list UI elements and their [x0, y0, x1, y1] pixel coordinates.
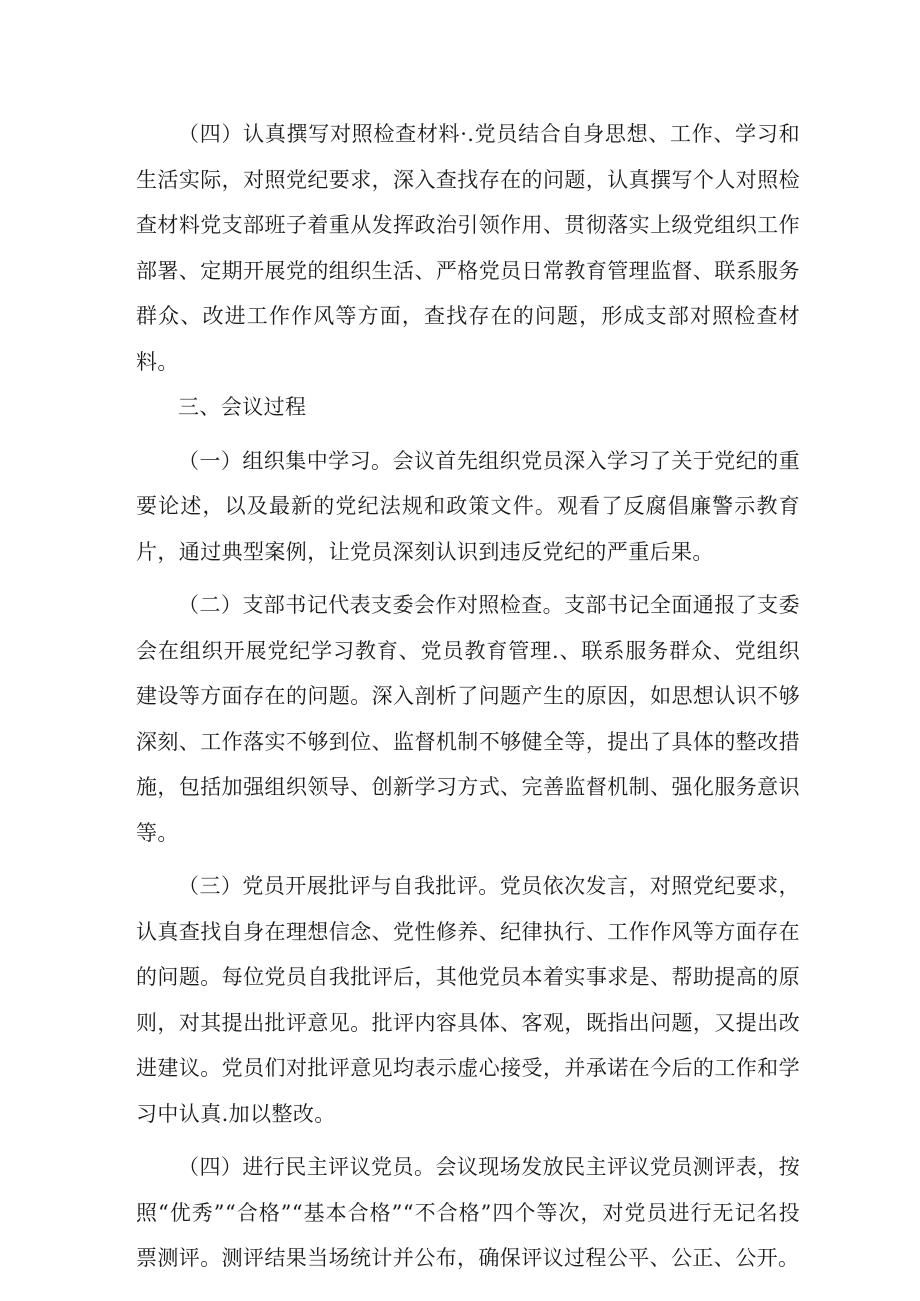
paragraph-criticism-self-criticism: （三）党员开展批评与自我批评。党员依次发言，对照党纪要求，认真查找自身在理想信念、党性修养、纪律执行、工作作风等方面存在的问题。每位党员自我批评后，其他党员本着实事求是、帮助提高的原则，对其提出批评意见。批评内容具体、客观，既指出问题，又提出改进建议。党员们对批评意见均表示虚心接受，并承诺在今后的工作和学习中认真.加以整改。 — [136, 874, 800, 1126]
paragraph-branch-secretary-review: （二）支部书记代表支委会作对照检查。支部书记全面通报了支委会在组织开展党纪学习教育、党员教育管理.、联系服务群众、党组织建设等方面存在的问题。深入剖析了问题产生的原因，如思想认识不够深刻、工作落实不够到位、监督机制不够健全等，提出了具体的整改措施，包括加强组织领导、创新学习方式、完善监督机制、强化服务意识等。 — [136, 593, 800, 845]
paragraph-democratic-evaluation: （四）进行民主评议党员。会议现场发放民主评议党员测评表，按照“优秀”“合格”“基本合格”“不合格”四个等次，对党员进行无记名投票测评。测评结果当场统计并公布，确保评议过程公平、公正、公开。 — [136, 1155, 800, 1270]
paragraph-group-study: （一）组织集中学习。会议首先组织党员深入学习了关于党纪的重要论述，以及最新的党纪法规和政策文件。观看了反腐倡廉警示教育片，通过典型案例，让党员深刻认识到违反党纪的严重后果。 — [136, 448, 800, 564]
paragraph-review-materials: （四）认真撰写对照检查材料·.党员结合自身思想、工作、学习和生活实际，对照党纪要求，深入查找存在的问题，认真撰写个人对照检查材料党支部班子着重从发挥政治引领作用、贯彻落实上级党组织工作部署、定期开展党的组织生活、严格党员日常教育管理监督、联系服务群众、改进工作作风等方面，查找存在的问题，形成支部对照检查材料。 — [136, 122, 800, 374]
document-body — [136, 112, 800, 1282]
section-heading-meeting-process: 三、会议过程 — [178, 395, 307, 419]
